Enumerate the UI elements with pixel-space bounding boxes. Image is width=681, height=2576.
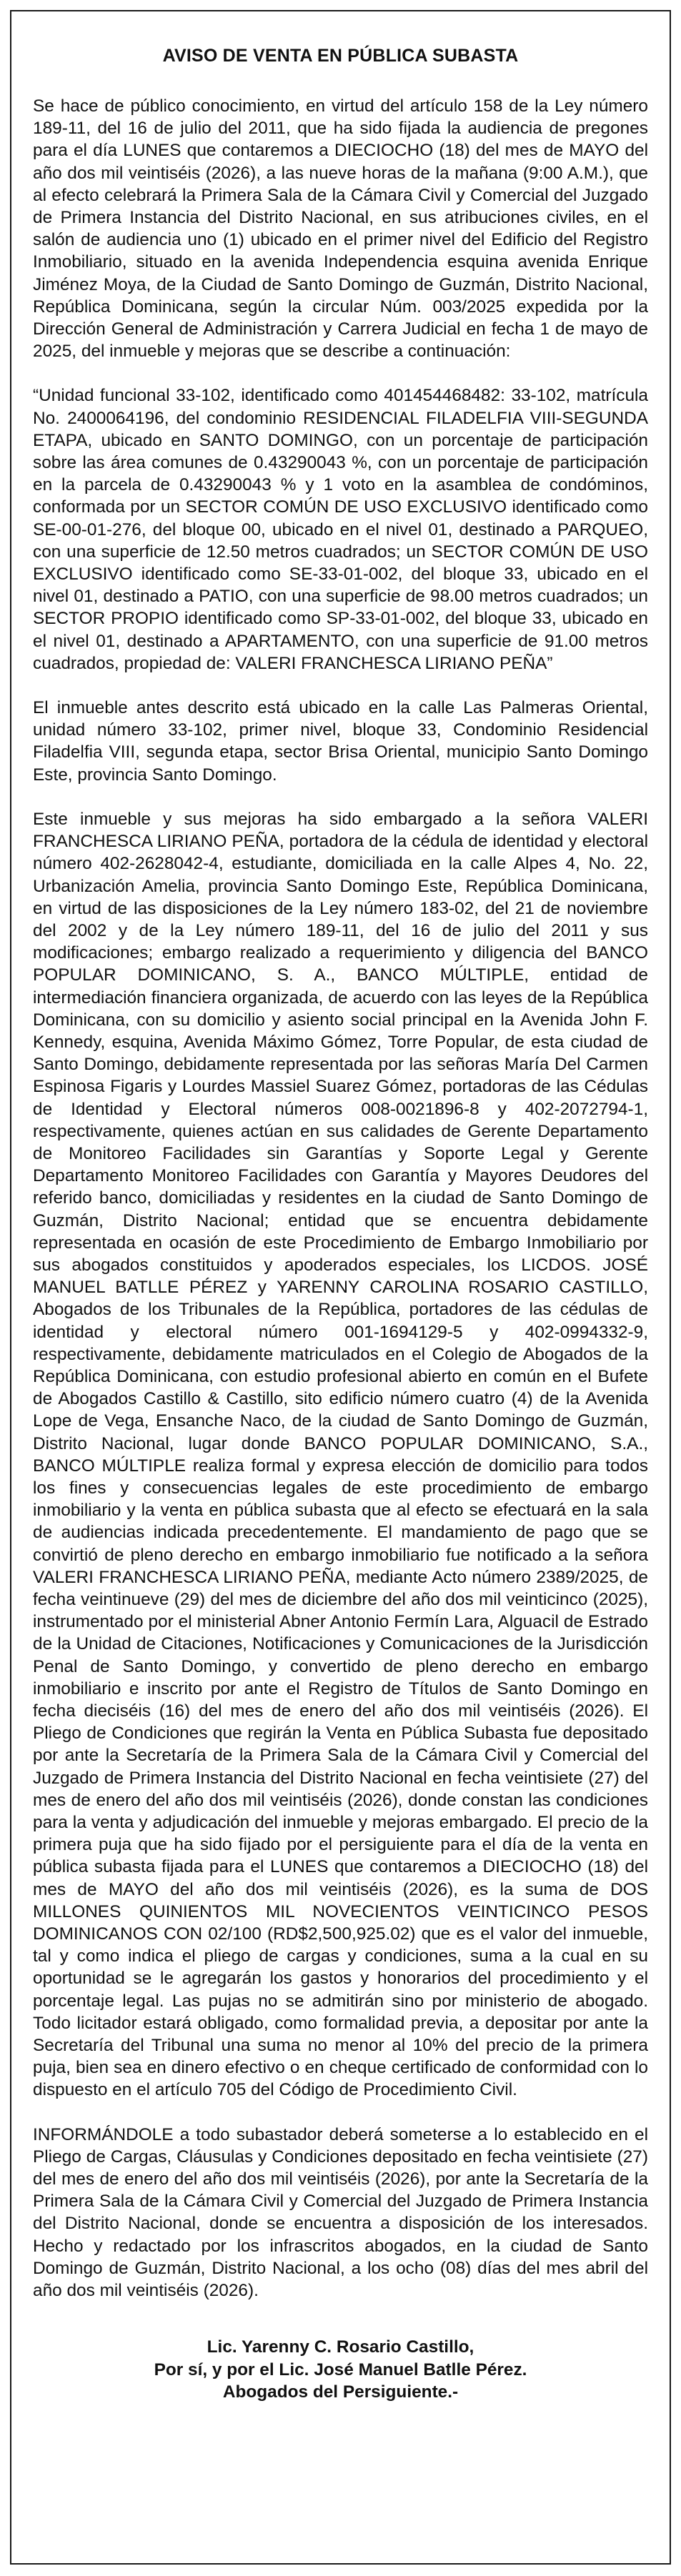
signature-block	[33, 2336, 648, 2403]
signature-line-role: Abogados del Persiguiente.-	[222, 2382, 459, 2402]
signature-line-on-behalf: Por sí, y por el Lic. José Manuel Batlle Pérez.	[154, 2359, 527, 2379]
paragraph-property-location: El inmueble antes descrito está ubicado en la calle Las Palmeras Oriental, unidad número 33-102, primer nivel, bloque 33, Condominio Residencial Filadelfia VIII, segunda etapa, sector Brisa Oriental, municipio Santo Domingo Este, provincia Santo Domingo.	[33, 698, 648, 785]
paragraph-bidder-information: INFORMÁNDOLE a todo subastador deberá someterse a lo establecido en el Pliego de Cargas, Cláusulas y Condiciones depositado en fecha veintisiete (27) del mes de enero del año dos mil veintiséis (2026), por ante la Secretaría de la Primera Sala de la Cámara Civil y Comercial del Juzgado de Primera Instancia del Distrito Nacional, donde se encuentra a disposición de los interesados. Hecho y redactado por los infrascritos abogados, en la ciudad de Santo Domingo de Guzmán, Distrito Nacional, a los ocho (08) días del mes abril del año dos mil veintiséis (2026).	[33, 2124, 648, 2301]
paragraph-property-description: “Unidad funcional 33-102, identificado como 401454468482: 33-102, matrícula No. 2400064196, del condominio RESIDENCIAL FILADELFIA VIII-SEGUNDA ETAPA, ubicado en SANTO DOMINGO, con un porcentaje de participación sobre las área comunes de 0.43290043 %, con un porcentaje de participación en la parcela de 0.43290043 % y 1 voto en la asamblea de condóminos, conformada por un SECTOR COMÚN DE USO EXCLUSIVO identificado como SE-00-01-276, del bloque 00, ubicado en el nivel 01, destinado a PARQUEO, con una superficie de 12.50 metros cuadrados; un SECTOR COMÚN DE USO EXCLUSIVO identificado como SE-33-01-002, del bloque 33, ubicado en el nivel 01, destinado a PATIO, con una superficie de 98.00 metros cuadrados; un SECTOR PROPIO identificado como SP-33-01-002, del bloque 33, ubicado en el nivel 01, destinado a APARTAMENTO, con una superficie de 91.00 metros cuadrados, propiedad de: VALERI FRANCHESCA LIRIANO PEÑA”	[33, 386, 648, 673]
auction-notice	[10, 10, 671, 2565]
signature-line-attorney: Lic. Yarenny C. Rosario Castillo,	[207, 2337, 474, 2357]
paragraph-hearing-announcement: Se hace de público conocimiento, en virtud del artículo 158 de la Ley número 189-11, del 16 de julio del 2011, que ha sido fijada la audiencia de pregones para el día LUNES que contaremos a DIECIOCHO (18) del mes de MAYO del año dos mil veintiséis (2026), a las nueve horas de la mañana (9:00 A.M.), que al efecto celebrará la Primera Sala de la Cámara Civil y Comercial del Juzgado de Primera Instancia del Distrito Nacional, en sus atribuciones civiles, en el salón de audiencia uno (1) ubicado en el primer nivel del Edificio del Registro Inmobiliario, situado en la avenida Independencia esquina avenida Enrique Jiménez Moya, de la Ciudad de Santo Domingo de Guzmán, Distrito Nacional, República Dominicana, según la circular Núm. 003/2025 expedida por la Dirección General de Administración y Carrera Judicial en fecha 1 de mayo de 2025, del inmueble y mejoras que se describe a continuación:	[33, 96, 648, 362]
paragraph-seizure-details: Este inmueble y sus mejoras ha sido embargado a la señora VALERI FRANCHESCA LIRIANO PEÑA, portadora de la cédula de identidad y electoral número 402-2628042-4, estudiante, domiciliada en la calle Alpes 4, No. 22, Urbanización Amelia, provincia Santo Domingo Este, República Dominicana, en virtud de las disposiciones de la Ley número 183-02, del 21 de noviembre del 2002 y de la Ley número 189-11, del 16 de julio del 2011 y sus modificaciones; embargo realizado a requerimiento y diligencia del BANCO POPULAR DOMINICANO, S. A., BANCO MÚLTIPLE, entidad de intermediación financiera organizada, de acuerdo con las leyes de la República Dominicana, con su domicilio y asiento social principal en la Avenida John F. Kennedy, esquina, Avenida Máximo Gómez, Torre Popular, de esta ciudad de Santo Domingo, debidamente representada por las señoras María Del Carmen Espinosa Figaris y Lourdes Massiel Suarez Gómez, portadoras de las Cédulas de Identidad y Electoral números 008-0021896-8 y 402-2072794-1, respectivamente, quienes actúan en sus calidades de Gerente Departamento de Monitoreo Facilidades sin Garantías y Soporte Legal y Gerente Departamento Monitoreo Facilidades con Garantía y Mayores Deudores del referido banco, domiciliadas y residentes en la ciudad de Santo Domingo de Guzmán, Distrito Nacional; entidad que se encuentra debidamente representada en ocasión de este Procedimiento de Embargo Inmobiliario por sus abogados constituidos y apoderados especiales, los LICDOS. JOSÉ MANUEL BATLLE PÉREZ y YARENNY CAROLINA ROSARIO CASTILLO, Abogados de los Tribunales de la República, portadores de las cédulas de identidad y electoral número 001-1694129-5 y 402-0994332-9, respectivamente, debidamente matriculados en el Colegio de Abogados de la República Dominicana, con estudio profesional abierto en común en el Bufete de Abogados Castillo & Castillo, sito edificio número cuatro (4) de la Avenida Lope de Vega, Ensanche Naco, de la ciudad de Santo Domingo de Guzmán, Distrito Nacional, lugar donde BANCO POPULAR DOMINICANO, S.A., BANCO MÚLTIPLE realiza formal y expresa elección de domicilio para todos los fines y consecuencias legales de este procedimiento de embargo inmobiliario y la venta en pública subasta que al efecto se efectuará en la sala de audiencias indicada precedentemente. El mandamiento de pago que se convirtió de pleno derecho en embargo inmobiliario fue notificado a la señora VALERI FRANCHESCA LIRIANO PEÑA, mediante Acto número 2389/2025, de fecha veintinueve (29) del mes de diciembre del año dos mil veinticinco (2025), instrumentado por el ministerial Abner Antonio Fermín Lara, Alguacil de Estrado de la Unidad de Citaciones, Notificaciones y Comunicaciones de la Jurisdicción Penal de Santo Domingo, y convertido de pleno derecho en embargo inmobiliario e inscrito por ante el Registro de Títulos de Santo Domingo en fecha dieciséis (16) del mes de enero del año dos mil veintiséis (2026). El Pliego de Condiciones que regirán la Venta en Pública Subasta fue depositado por ante la Secretaría de la Primera Sala de la Cámara Civil y Comercial del Juzgado de Primera Instancia del Distrito Nacional en fecha veintisiete (27) del mes de enero del año dos mil veintiséis (2026), donde constan las condiciones para la venta y adjudicación del inmueble y mejoras embargado. El precio de la primera puja que ha sido fijado por el persiguiente para el día de la venta en pública subasta fijada para el LUNES que contaremos a DIECIOCHO (18) del mes de MAYO del año dos mil veintiséis (2026), es la suma de DOS MILLONES QUINIENTOS MIL NOVECIENTOS VEINTICINCO PESOS DOMINICANOS CON 02/100 (RD$2,500,925.02) que es el valor del inmueble, tal y como indica el pliego de cargas y condiciones, suma a la cual en su oportunidad se le agregarán los gastos y honorarios del procedimiento y el porcentaje legal. Las pujas no se admitirán sino por ministerio de abogado. Todo licitador estará obligado, como formalidad previa, a depositar por ante la Secretaría del Tribunal una suma no menor al 10% del precio de la primera puja, bien sea en dinero efectivo o en cheque certificado de conformidad con lo dispuesto en el artículo 705 del Código de Procedimiento Civil.	[33, 809, 648, 2100]
notice-title: AVISO DE VENTA EN PÚBLICA SUBASTA	[162, 46, 519, 66]
